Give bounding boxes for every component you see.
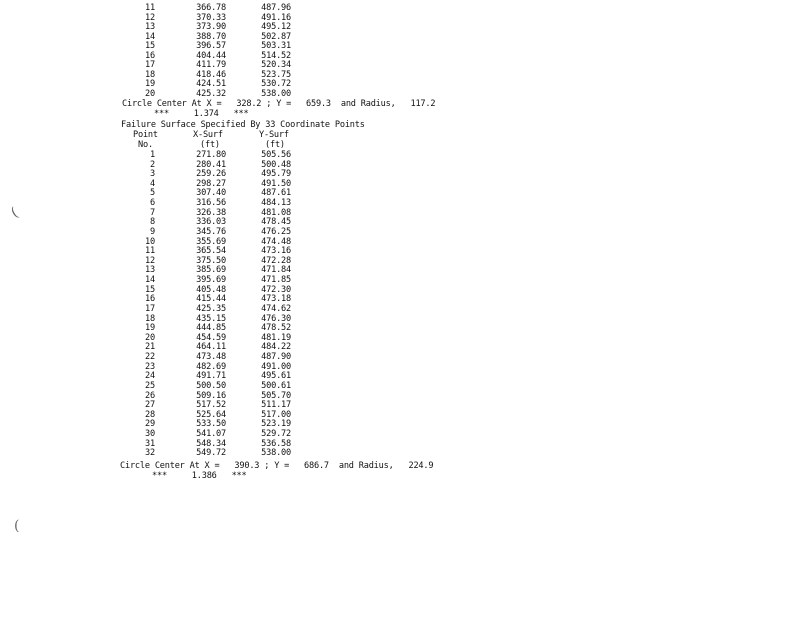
y-surf-value: 476.30 — [261, 313, 291, 324]
y-surf-value: 505.70 — [261, 390, 291, 401]
point-number: 13 — [145, 265, 155, 276]
x-surf-value: 549.72 — [196, 448, 226, 459]
point-number: 25 — [145, 380, 155, 391]
x-surf-value: 259.26 — [196, 169, 226, 180]
header-x-surf: X-Surf — [193, 130, 223, 140]
x-surf-value: 373.90 — [196, 22, 226, 32]
x-surf-value: 404.44 — [196, 50, 226, 61]
point-number: 4 — [150, 178, 155, 189]
point-number: 3 — [150, 169, 155, 180]
x-surf-value: 345.76 — [196, 226, 226, 237]
y-surf-value: 505.56 — [261, 150, 291, 160]
x-surf-value: 424.51 — [196, 79, 226, 89]
header-no: No. — [138, 140, 153, 150]
point-number: 31 — [145, 438, 155, 449]
section-title: Failure Surface Specified By 33 Coordinate Points — [121, 120, 365, 130]
y-surf-value: 495.12 — [261, 22, 291, 32]
x-surf-value: 548.34 — [196, 438, 226, 449]
x-surf-value: 454.59 — [196, 332, 226, 343]
point-number: 16 — [145, 294, 155, 305]
x-surf-value: 271.80 — [196, 150, 226, 160]
point-number: 32 — [145, 448, 155, 459]
x-surf-value: 473.48 — [196, 352, 226, 363]
point-number: 17 — [145, 303, 155, 314]
header-x-unit: (ft) — [200, 140, 220, 150]
y-surf-value: 536.58 — [261, 438, 291, 449]
y-surf-value: 500.61 — [261, 380, 291, 391]
point-number: 21 — [145, 342, 155, 353]
point-number: 26 — [145, 390, 155, 401]
point-number: 18 — [145, 313, 155, 324]
x-surf-value: 435.15 — [196, 313, 226, 324]
y-surf-value: 500.48 — [261, 159, 291, 170]
header-y-surf: Y-Surf — [259, 130, 289, 140]
factor-of-safety: *** 1.386 *** — [152, 471, 247, 481]
y-surf-value: 520.34 — [261, 60, 291, 70]
y-surf-value: 474.48 — [261, 236, 291, 247]
x-surf-value: 366.78 — [196, 3, 226, 13]
y-surf-value: 487.90 — [261, 352, 291, 363]
x-surf-value: 418.46 — [196, 69, 226, 80]
y-surf-value: 484.22 — [261, 342, 291, 353]
x-surf-value: 355.69 — [196, 236, 226, 247]
x-surf-value: 411.79 — [196, 60, 226, 70]
x-surf-value: 444.85 — [196, 323, 226, 334]
point-number: 7 — [150, 207, 155, 218]
header-y-unit: (ft) — [265, 140, 285, 150]
y-surf-value: 491.00 — [261, 361, 291, 372]
x-surf-value: 405.48 — [196, 284, 226, 295]
point-number: 12 — [145, 12, 155, 23]
point-number: 5 — [150, 188, 155, 199]
y-surf-value: 471.85 — [261, 275, 291, 286]
y-surf-value: 481.08 — [261, 207, 291, 218]
x-surf-value: 326.38 — [196, 207, 226, 218]
y-surf-value: 530.72 — [261, 79, 291, 89]
scan-mark: ( — [8, 204, 22, 222]
point-number: 27 — [145, 400, 155, 411]
y-surf-value: 473.16 — [261, 246, 291, 257]
y-surf-value: 517.00 — [261, 409, 291, 420]
point-number: 9 — [150, 226, 155, 237]
header-point: Point — [133, 130, 158, 140]
point-number: 15 — [145, 284, 155, 295]
y-surf-value: 495.79 — [261, 169, 291, 180]
x-surf-value: 385.69 — [196, 265, 226, 276]
point-number: 23 — [145, 361, 155, 372]
point-number: 8 — [150, 217, 155, 228]
factor-of-safety: *** 1.374 *** — [154, 109, 249, 119]
x-surf-value: 307.40 — [196, 188, 226, 199]
x-surf-value: 336.03 — [196, 217, 226, 228]
x-surf-value: 415.44 — [196, 294, 226, 305]
point-number: 28 — [145, 409, 155, 420]
x-surf-value: 500.50 — [196, 380, 226, 391]
point-number: 30 — [145, 428, 155, 439]
x-surf-value: 517.52 — [196, 400, 226, 411]
point-number: 11 — [145, 246, 155, 257]
y-surf-value: 495.61 — [261, 371, 291, 382]
y-surf-value: 478.52 — [261, 323, 291, 334]
point-number: 11 — [145, 3, 155, 13]
point-number: 1 — [150, 150, 155, 160]
y-surf-value: 478.45 — [261, 217, 291, 228]
circle-center-line: Circle Center At X = 328.2 ; Y = 659.3 and Radius, 117.2 — [122, 99, 436, 109]
point-number: 24 — [145, 371, 155, 382]
y-surf-value: 474.62 — [261, 303, 291, 314]
circle-center-line: Circle Center At X = 390.3 ; Y = 686.7 and Radius, 224.9 — [120, 461, 434, 471]
point-number: 2 — [150, 159, 155, 170]
x-surf-value: 396.57 — [196, 41, 226, 51]
x-surf-value: 533.50 — [196, 419, 226, 430]
y-surf-value: 538.00 — [261, 88, 291, 99]
point-number: 17 — [145, 60, 155, 70]
point-number: 18 — [145, 69, 155, 80]
y-surf-value: 523.19 — [261, 419, 291, 430]
point-number: 14 — [145, 31, 155, 42]
y-surf-value: 529.72 — [261, 428, 291, 439]
point-number: 12 — [145, 255, 155, 266]
x-surf-value: 491.71 — [196, 371, 226, 382]
y-surf-value: 511.17 — [261, 400, 291, 411]
point-number: 19 — [145, 79, 155, 89]
x-surf-value: 525.64 — [196, 409, 226, 420]
y-surf-value: 472.30 — [261, 284, 291, 295]
point-number: 10 — [145, 236, 155, 247]
y-surf-value: 523.75 — [261, 69, 291, 80]
point-number: 15 — [145, 41, 155, 51]
point-number: 6 — [150, 198, 155, 209]
y-surf-value: 484.13 — [261, 198, 291, 209]
x-surf-value: 425.32 — [196, 88, 226, 99]
scan-mark: ( — [14, 518, 20, 534]
y-surf-value: 491.16 — [261, 12, 291, 23]
x-surf-value: 425.35 — [196, 303, 226, 314]
y-surf-value: 514.52 — [261, 50, 291, 61]
x-surf-value: 388.70 — [196, 31, 226, 42]
point-number: 20 — [145, 88, 155, 99]
y-surf-value: 503.31 — [261, 41, 291, 51]
point-number: 14 — [145, 275, 155, 286]
point-number: 29 — [145, 419, 155, 430]
x-surf-value: 280.41 — [196, 159, 226, 170]
y-surf-value: 473.18 — [261, 294, 291, 305]
x-surf-value: 316.56 — [196, 198, 226, 209]
y-surf-value: 491.50 — [261, 178, 291, 189]
point-number: 19 — [145, 323, 155, 334]
y-surf-value: 472.28 — [261, 255, 291, 266]
point-number: 13 — [145, 22, 155, 32]
x-surf-value: 395.69 — [196, 275, 226, 286]
y-surf-value: 487.61 — [261, 188, 291, 199]
x-surf-value: 541.07 — [196, 428, 226, 439]
x-surf-value: 298.27 — [196, 178, 226, 189]
x-surf-value: 482.69 — [196, 361, 226, 372]
y-surf-value: 487.96 — [261, 3, 291, 13]
y-surf-value: 476.25 — [261, 226, 291, 237]
x-surf-value: 509.16 — [196, 390, 226, 401]
x-surf-value: 464.11 — [196, 342, 226, 353]
y-surf-value: 502.87 — [261, 31, 291, 42]
point-number: 16 — [145, 50, 155, 61]
x-surf-value: 370.33 — [196, 12, 226, 23]
x-surf-value: 375.50 — [196, 255, 226, 266]
x-surf-value: 365.54 — [196, 246, 226, 257]
point-number: 20 — [145, 332, 155, 343]
y-surf-value: 471.84 — [261, 265, 291, 276]
point-number: 22 — [145, 352, 155, 363]
y-surf-value: 538.00 — [261, 448, 291, 459]
y-surf-value: 481.19 — [261, 332, 291, 343]
